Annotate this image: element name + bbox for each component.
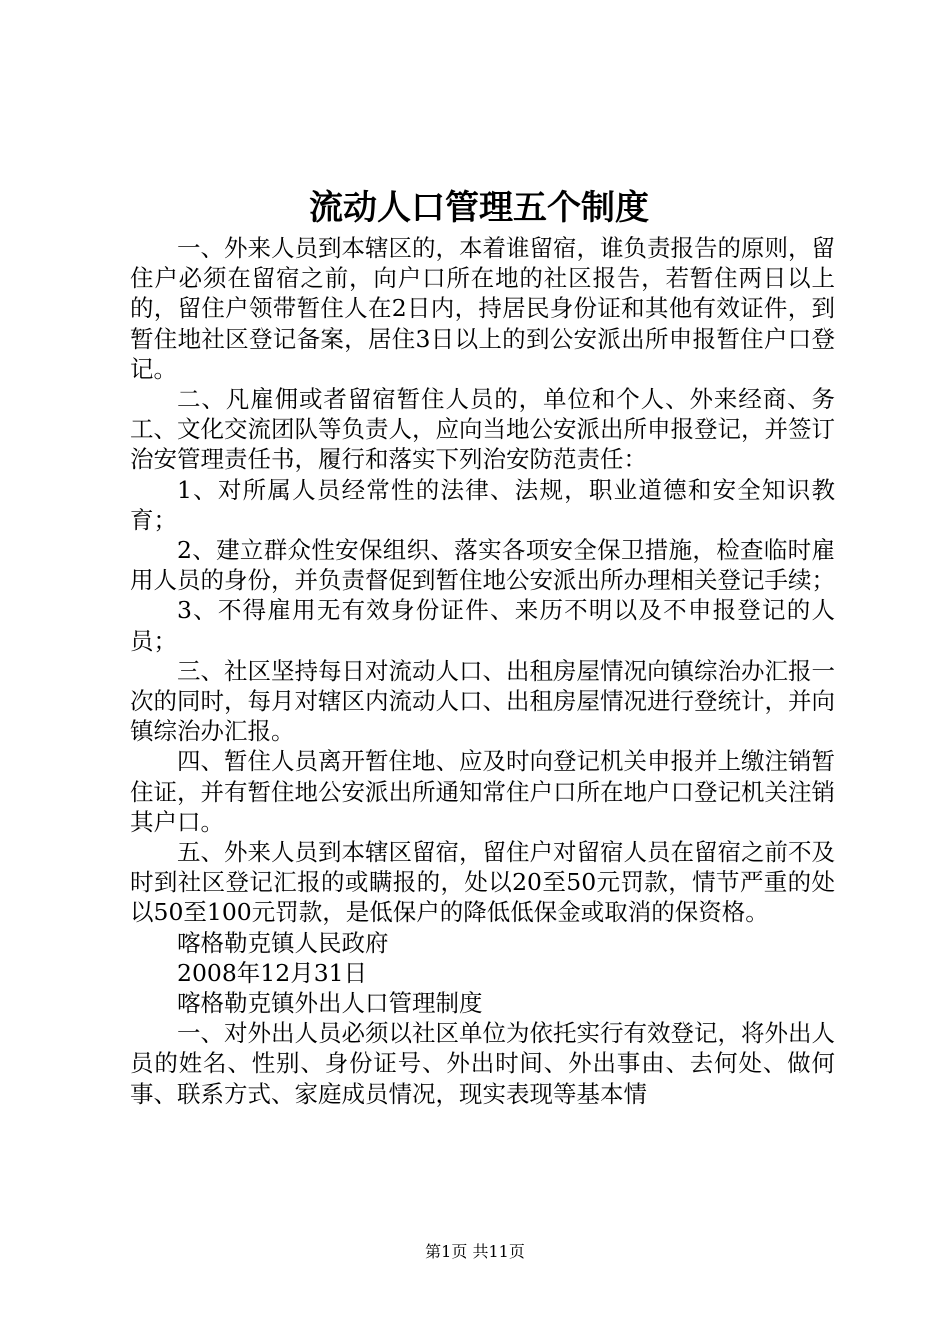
list-item-security-organization: 2、建立群众性安保组织、落实各项安全保卫措施，检查临时雇用人员的身份，并负责督促到暂住地公安派出所办理相关登记手续； [130, 536, 835, 595]
document-body [130, 233, 835, 1109]
issue-date: 2008年12月31日 [177, 958, 368, 987]
paragraph-outgoing-registration: 一、对外出人员必须以社区单位为依托实行有效登记，将外出人员的姓名、性别、身份证号、外出时间、外出事由、去何处、做何事、联系方式、家庭成员情况，现实表现等基本情 [130, 1019, 835, 1108]
document-title: 流动人口管理五个制度 [309, 188, 649, 228]
section-heading-outgoing-population: 喀格勒克镇外出人口管理制度 [177, 989, 483, 1018]
paragraph-community-reporting: 三、社区坚持每日对流动人口、出租房屋情况向镇综治办汇报一次的同时，每月对辖区内流动人口、出租房屋情况进行登统计，并向镇综治办汇报。 [130, 656, 835, 746]
paragraph-penalties: 五、外来人员到本辖区留宿，留住户对留宿人员在留宿之前不及时到社区登记汇报的或瞒报的，处以20至50元罚款，情节严重的处以50至100元罚款，是低保户的降低低保金或取消的保资格。 [130, 838, 835, 927]
page-number: 第1页 [425, 1242, 468, 1261]
paragraph-employer-duty: 二、凡雇佣或者留宿暂住人员的，单位和个人、外来经商、务工、文化交流团队等负责人，应向当地公安派出所申报登记，并签订治安管理责任书，履行和落实下列治安防范责任： [130, 385, 835, 474]
list-item-education: 1、对所属人员经常性的法律、法规，职业道德和安全知识教育； [130, 475, 835, 534]
list-item-no-unregistered-hiring: 3、不得雇用无有效身份证件、来历不明以及不申报登记的人员； [130, 596, 835, 655]
page-footer [0, 1241, 950, 1263]
page-total: 共11页 [472, 1242, 525, 1261]
paragraph-registration-rule: 一、外来人员到本辖区的，本着谁留宿，谁负责报告的原则，留住户必须在留宿之前，向户口所在地的社区报告，若暂住两日以上的，留住户领带暂住人在2日内，持居民身份证和其他有效证件，到暂住地社区登记备案，居住3日以上的到公安派出所申报暂住户口登记。 [130, 234, 835, 383]
paragraph-departure-cancellation: 四、暂住人员离开暂住地、应及时向登记机关申报并上缴注销暂住证，并有暂住地公安派出所通知常住户口所在地户口登记机关注销其户口。 [130, 747, 835, 836]
issuer-name: 喀格勒克镇人民政府 [177, 928, 389, 957]
